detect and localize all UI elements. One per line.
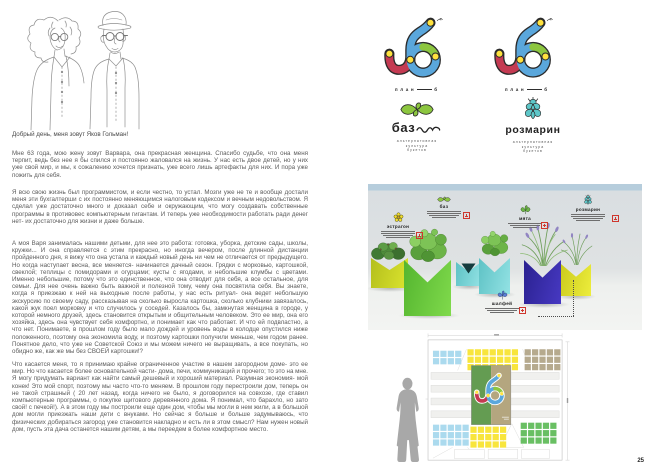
plan-b-logo [494,12,558,86]
plus-marker [541,222,549,230]
label-description-lines [381,231,415,239]
brand-tagline: альтернативная культура букетов [396,139,438,153]
caption-letter: б [544,87,548,92]
label-description-lines [508,223,542,229]
caption-rule [527,89,542,90]
logo-sprout-mark [547,18,552,20]
basil-leaves-icon [437,196,451,203]
plus-marker [416,232,424,240]
bio-paragraph: А моя Варя занималась нашими детьми, для нее это работа: готовка, уборка, детские сады, школы, кружки... И она справляется с этим прекрасно, но иногда вечером, после длинной дистанции пройденного дня, я вижу что она устала и каждый новый день ни чем не отличается от предыдущего. Но когда наступает весна, все меняется- начинается дачный сезон. Грядки с морковью, картошкой, свеклой; теплицы с помидорами и огурцами; кусты с ягодами, и небольшие клумбы с цветами. Именно небольшие, потому что это единственное, что она отводит для себя, а все остальное, для семьи. Для нее очень важно быть важной и полезной тому, чему она посвятила себя. Вы знаете, когда я приезжаю к ней на выходные после работы, у нас есть ритуал- она ведет небольшую экскурсию по своему саду, рассказывая на сколько выросла картошка, сколько клубники завязалось, какой жук поел морковку и что случилось у соседей. Казалось бы, замкнутая женщина в городе, у которой немного друзей, здесь становится открытым и общительным человеком. Это ее мир, она его хозяйка, здесь она чувствует себя комфортно, и понимает как что работает. И что ей подвластно, а что нет. Понимаете, в прошлом году было мало дождей и уровень воды в колодце опустился ниже положенного, поэтому она экономила воду, и поэтому картошки получили меньше, чем годом ранее. Понятное дело, что уже не Советской Союз и мы можем ничего не выращивать, а все покупать, но обидно же, как же мы без СВОЕЙ картошки!? [12,240,308,356]
plan-b-logo [384,12,448,86]
brand-name: розмарин [505,124,561,136]
plus-marker [463,212,471,220]
sage-plant-icon [497,290,508,300]
label-sage: шалфей [480,290,524,313]
rosemary-plant-icon [522,96,544,122]
planter-cyan [479,258,510,294]
plant-lavender-grass [556,230,596,266]
plan-b-caption [384,87,448,92]
bio-paragraph: Что касается меня, то я принимаю крайне ограниченное участие в нашем загородном доме- это ее мир. Но что касается более основательной части- дома, печи, коммуникаций и прочего; то это на мне. Я могу придумать вариант как найти самый дешевый и хороший материал. Разумная экономия- мой конек! Это мой спорт, поэтому мы часто что-то меняем. В прошлом году перестроили дом, теперь он не такой страшный ( 20 лет назад, когда ничего не было, я договорился на совхозе, где ставил компьютерные программы, о покупке щитового деревянного дома. Я понимал, что барахло, но зато свой! с печкой!). А в этом году мы построили еще один дом, чтобы мы могли в нем жили, а в большой дом могли приезжать наши дети с внуками. Но сейчас я больше и больше задумываюсь, что физических добираться загород уже становится накладно и есть ли в этом смысл? Нам нужен новый дом, пусть эта дача останется нашим детям, а мы переедем в более комфортное место. [12,361,308,433]
brand-name: баз [392,120,442,135]
caption-word: план [504,87,527,92]
elderly-couple-sketch [20,6,182,132]
brand-basil-lockup [386,101,448,153]
brand-rosemary-lockup [494,96,572,154]
tarragon-flower-icon [393,212,404,223]
page-number: 25 [637,458,644,464]
logo-sprout-mark [437,18,442,20]
rosemary-plant-icon [583,194,593,206]
label-mint: мята [504,204,546,228]
woman-hair [28,17,58,62]
plant-leafy-bush [476,230,514,262]
caption-word: план [394,87,417,92]
empty-cells [455,449,550,458]
label-description-lines [485,308,519,314]
poster-plan-b [471,366,510,425]
photo-scale-ruler-vertical [573,280,574,316]
greeting-line: Добрый день, меня зовут Яков Гольман! [12,131,129,138]
caption-letter: б [434,87,438,92]
basil-leaves-icon [399,101,435,118]
bio-paragraph: Мне 63 года, мою жену зовут Варвара, она прекрасная женщина. Спасибо судьбе, что она меня терпит, ведь без нее я бы спился и постоянно жаловался на жизнь. У нас есть двое детей, но у них уже свой мир, и мы, к сожалению хочется признать, уже всего лишь артефакты для них. И пора уже пожить для себя. [12,150,308,179]
planter-mockup-photo [368,184,642,330]
label-tarragon: эстрагон [376,212,420,238]
plus-marker [612,215,620,223]
planter-yellow [561,264,591,296]
brand-tagline: альтернативная культура букетов [512,140,554,154]
photo-scale-ruler [538,316,574,317]
plus-marker [519,307,527,315]
human-scale-silhouette [386,374,427,467]
label-description-lines [427,211,461,219]
caption-rule [417,89,432,90]
floor-plan-drawing [424,332,574,470]
plan-b-caption [494,87,558,92]
label-basil: баз [420,196,468,218]
label-description-lines [571,214,605,222]
mint-leaf-icon [520,204,531,215]
label-rosemary: розмарин [560,194,616,221]
planter-blue [524,260,561,304]
planter-green [404,260,451,316]
bio-paragraph: Я всю свою жизнь был программистом, и если честно, то устал. Мозги уже не те и вообще достали меня эти бухгалтерши с их постоянно меняющимся налоговым кодексом и вечным недовольством. Я сделал уже достаточно много и доказал себе и окружающим, что могу создавать собственные программы в противовес компьютерным гигантам. И теперь уже необходимости работать ради денег нет- их достаточно для жизни и даже больше. [12,189,308,225]
brand-squiggle [416,124,442,133]
